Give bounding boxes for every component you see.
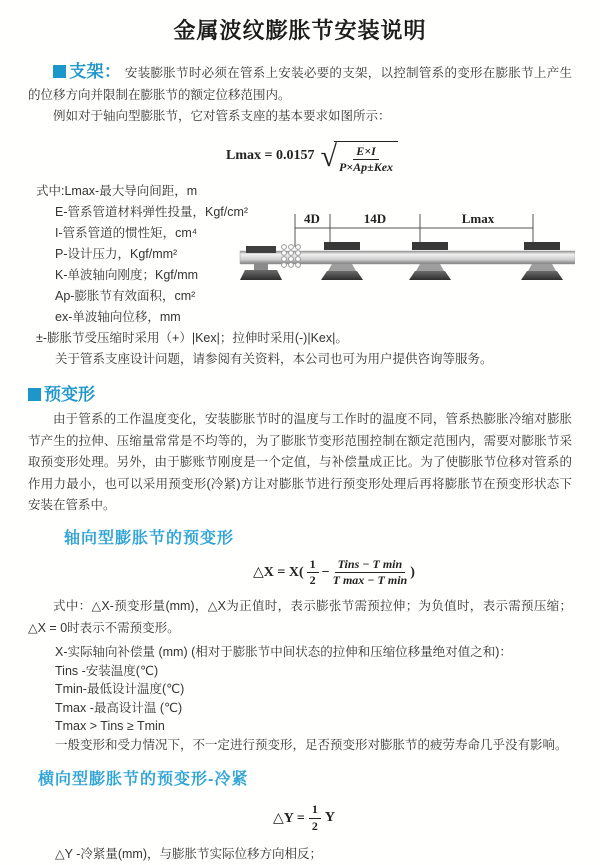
lateral-formula-lhs: △Y = <box>273 810 305 826</box>
support-heading-label: 支架： <box>69 62 122 81</box>
lmax-formula-denominator: P×Ap±Kex <box>338 160 394 175</box>
definition-line: ex-单波轴向位移，mm <box>55 310 181 325</box>
pipe-support-diagram-svg <box>238 209 575 291</box>
definition-line: X-实际轴向补偿量 (mm) (相对于膨胀节中间状态的拉伸和压缩位移量绝对值之和)： <box>55 645 512 660</box>
dim-label-lmax: Lmax <box>461 211 495 227</box>
definition-line: Ap-膨胀节有效面积，cm² <box>55 289 196 304</box>
axial-subheading: 轴向型膨胀节的预变形 <box>64 529 235 547</box>
axial-frac1-den: 2 <box>309 573 316 588</box>
lateral-note-line: △Y -冷紧量(mm)，与膨胀节实际位移方向相反； <box>55 846 323 861</box>
lmax-formula-lhs: Lmax = 0.0157 <box>226 148 315 164</box>
lateral-frac-den: 2 <box>311 818 318 833</box>
support-intro-text: 安装膨胀节时必须在管系上安装必要的支架，以控制管系的变形在膨胀节上产生的位移方向并限制在膨胀节的额定位移范围内。 <box>28 66 572 102</box>
dim-label-14d: 14D <box>363 211 387 227</box>
page-title: 金属波纹膨胀节安装说明 <box>173 18 427 43</box>
definition-line: Tmax -最高设计温 (℃) <box>55 700 183 715</box>
blue-square-bullet-icon <box>28 388 41 401</box>
preform-section-heading <box>28 380 572 405</box>
axial-remark-line: 一般变形和受力情况下，不一定进行预变形，足否预变形对膨胀节的疲劳寿命几乎没有影响。 <box>55 737 568 752</box>
preform-paragraph: 由于管系的工作温度变化，安装膨胀节时的温度与工作时的温度不同，管系热膨胀冷缩对膨胀节产生的拉伸、压缩量常常是不均等的，为了膨胀节变形范围控制在额定范围内，需要对膨胀节采取预变形处理。另外，由于膨账节刚度是一个定值，与补偿量成正比。为了使膨胀节位移对管系的作用力最小，也可以采用预变形(冷紧)方让对膨胀节进行预变形处理后再将膨胀节在预变形状态下安装在管系中。 <box>28 412 572 513</box>
minus-sign: − <box>321 564 330 580</box>
lateral-frac-num: 1 <box>309 803 321 819</box>
square-root-icon: √ <box>320 139 337 173</box>
definition-line: Tmin-最低设计温度(℃) <box>55 682 185 697</box>
preform-heading-label: 预变形 <box>44 385 95 405</box>
axial-note-paragraph: 式中：△X-预变形量(mm)，△X为正值时，表示膨张节需预拉伸；为负值时，表示需预压缩；△X = 0时表示不需预变形。 <box>28 599 572 635</box>
axial-frac2-num: Tins − T min <box>335 558 406 574</box>
axial-formula-lhs: △X = X( <box>253 565 304 581</box>
definition-line: P-设计压力，Kgf/mm² <box>55 247 178 262</box>
axial-frac1-num: 1 <box>307 558 319 574</box>
support-intro-paragraph <box>28 61 572 106</box>
axial-formula <box>253 558 572 589</box>
axial-frac2-den: T max − T min <box>332 573 408 588</box>
definition-line: 式中:Lmax-最大导向间距，m <box>36 184 198 199</box>
lateral-formula <box>273 803 572 834</box>
definition-line: K-单波轴向刚度；Kgf/mm <box>55 268 199 283</box>
lmax-formula <box>226 138 572 176</box>
lateral-subheading: 横向型膨胀节的预变形-冷紧 <box>38 771 249 789</box>
pm-note-line: ±-膨胀节受压缩时采用（+）|Kex|；拉伸时采用(-)|Kex|。 <box>36 331 348 346</box>
definition-line: E-管系管道材料弹性投量，Kgf/cm² <box>55 205 249 220</box>
support-example-line: 例如对于轴向型膨胀节，它对管系支座的基本要求如图所示： <box>53 109 391 123</box>
pipe-support-diagram <box>238 209 575 291</box>
definition-line: Tins -安装温度(℃) <box>55 663 159 678</box>
support-section-heading <box>53 62 121 81</box>
lateral-formula-rhs: Y <box>324 810 335 826</box>
consult-note-line: 关于管系支座设计问题，请参阅有关资料，本公司也可为用户提供咨询等服务。 <box>55 352 493 367</box>
definition-line: Tmax > Tins ≥ Tmin <box>55 719 165 734</box>
dim-label-4d: 4D <box>304 211 320 227</box>
definition-line: I-管系管道的惯性矩，cm⁴ <box>55 226 198 241</box>
axial-formula-rhs: ) <box>410 564 415 580</box>
blue-square-bullet-icon <box>53 65 66 78</box>
lmax-definitions-zone <box>28 181 572 328</box>
lmax-formula-numerator: E×I <box>353 145 379 161</box>
